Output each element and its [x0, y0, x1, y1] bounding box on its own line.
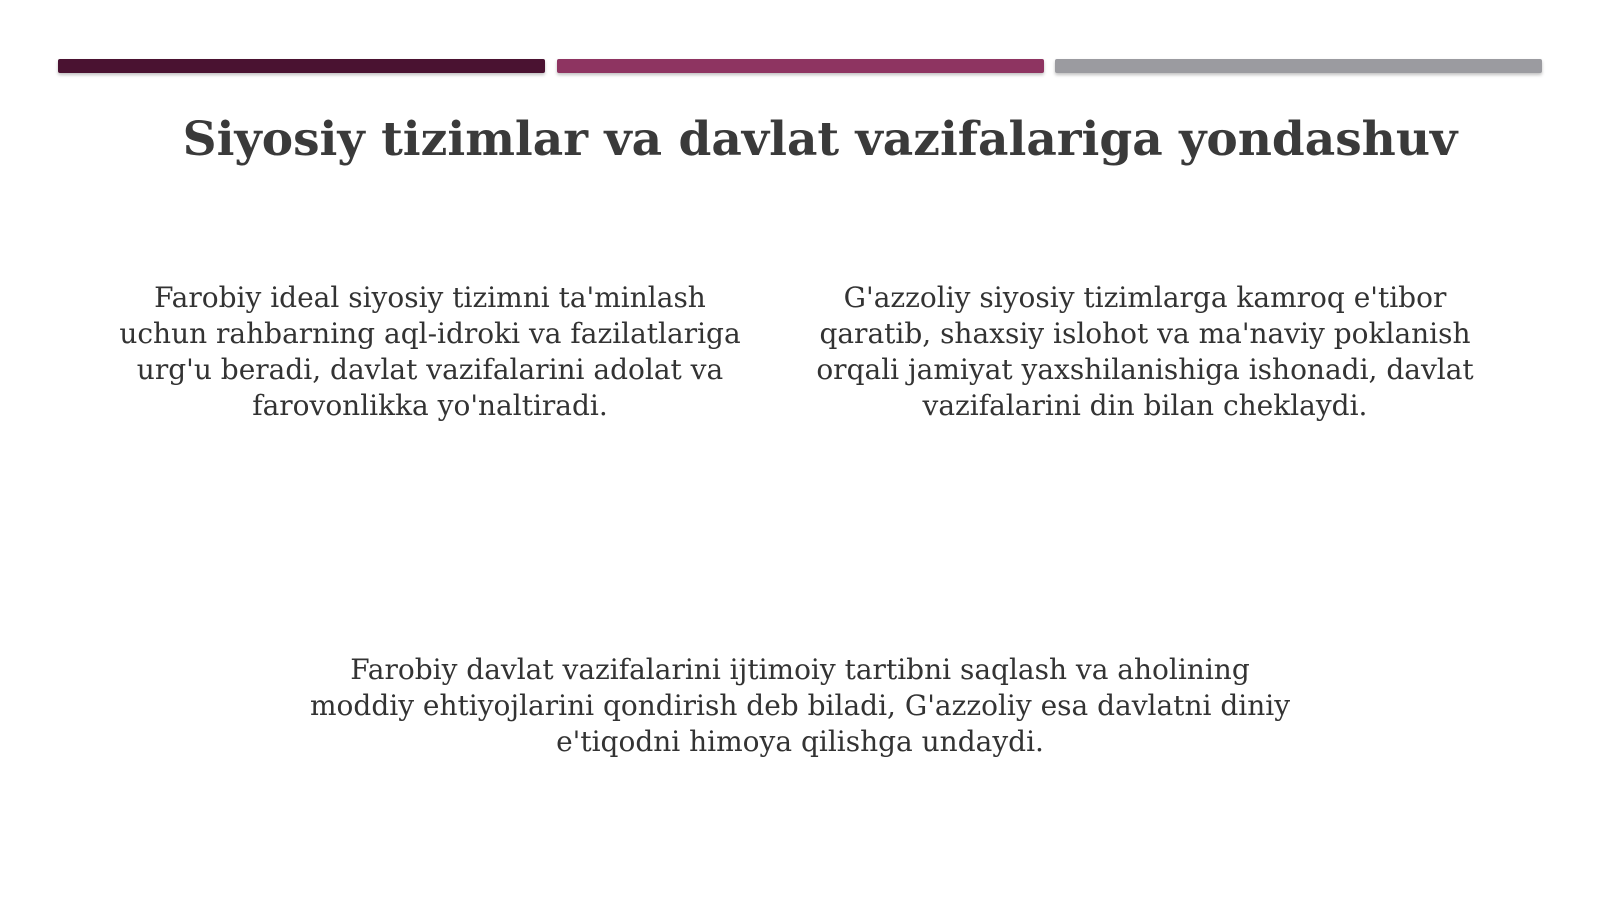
bottom-text-line: moddiy ehtiyojlarini qondirish deb biladi, G'azzoliy esa davlatni diniy [309, 689, 1291, 722]
right-text-line: orqali jamiyat yaxshilanishiga ishonadi, davlat [816, 353, 1474, 386]
bottom-text-line: Farobiy davlat vazifalarini ijtimoiy tartibni saqlash va aholining [350, 653, 1250, 686]
right-text-line: G'azzoliy siyosiy tizimlarga kamroq e'tibor [843, 281, 1447, 314]
slide-title: Siyosiy tizimlar va davlat vazifalariga yondashuv [182, 112, 1458, 167]
bottom-text-line: e'tiqodni himoya qilishga undaydi. [556, 725, 1044, 758]
right-text-line: qaratib, shaxsiy islohot va ma'naviy poklanish [819, 317, 1471, 350]
left-text-line: farovonlikka yo'naltiradi. [252, 389, 608, 422]
left-text-line: urg'u beradi, davlat vazifalarini adolat va [136, 353, 724, 386]
accent-bar-gray [1055, 59, 1542, 73]
bottom-text-block [280, 652, 1320, 760]
accent-bar-magenta [557, 59, 1044, 73]
left-text-line: Farobiy ideal siyosiy tizimni ta'minlash [154, 281, 706, 314]
left-text-line: uchun rahbarning aql-idroki va fazilatlariga [119, 317, 741, 350]
right-text-block [800, 280, 1490, 424]
header-accent-bars [58, 59, 1542, 73]
accent-bar-dark-plum [58, 59, 545, 73]
left-text-block [100, 280, 760, 424]
right-text-line: vazifalarini din bilan cheklaydi. [922, 389, 1368, 422]
